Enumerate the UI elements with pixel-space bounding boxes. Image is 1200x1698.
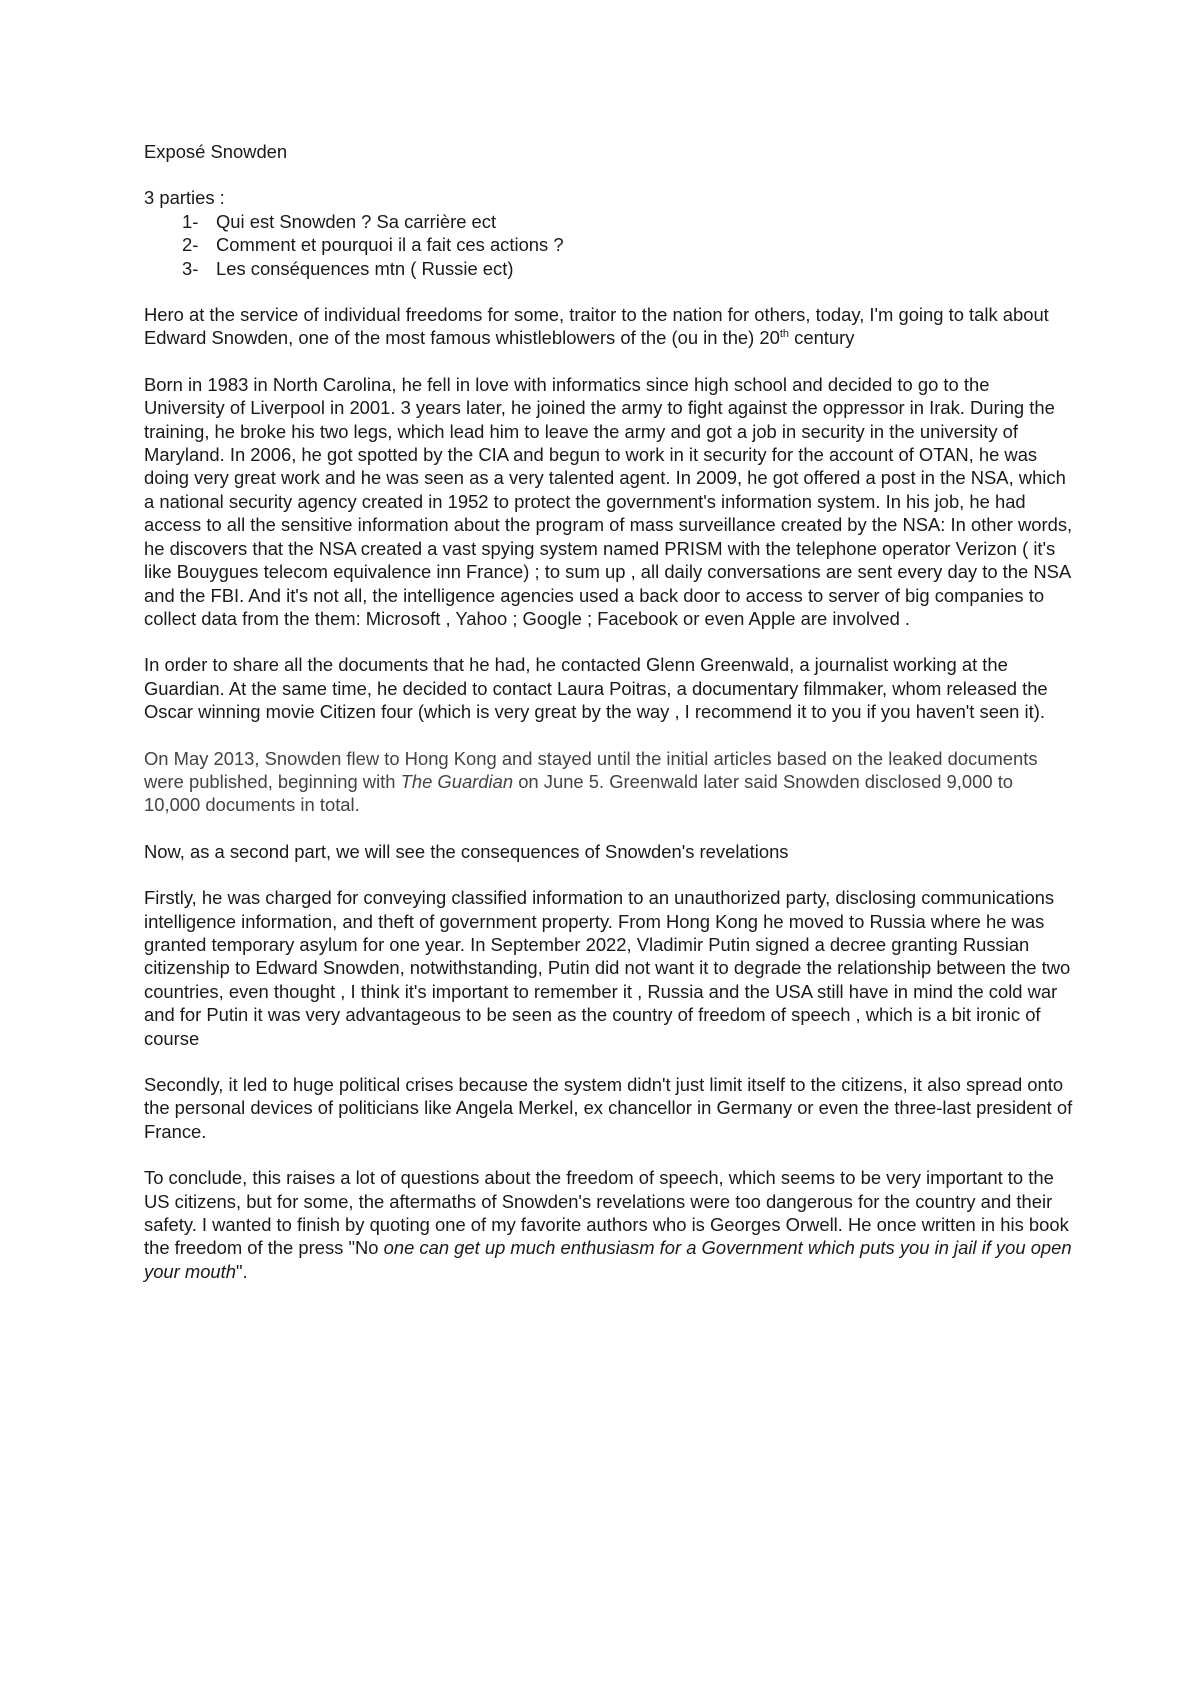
list-item-number: 3- [182,257,199,279]
document-page [144,140,1074,1306]
list-item-number: 2- [182,234,199,256]
conclusion-text-end: ". [236,1260,248,1282]
intro-text-end: century [789,327,855,349]
conclusion-paragraph [144,1166,1074,1283]
document-title: Exposé Snowden [144,141,288,162]
intro-paragraph [144,303,1074,350]
may-2013-text-end: on June 5. Greenwald later said Snowden disclosed 9,000 to 10,000 documents in total. [144,770,1014,816]
orwell-quote: one can get up much enthusiasm for a Government which puts you in jail if you open your mouth [144,1237,1072,1282]
secondly-paragraph: Secondly, it led to huge political crises because the system didn't just limit itself to the citizens, it also spread onto the personal devices of politicians like Angela Merkel, ex chancellor in Germany or even the three-last president of France. [144,1074,1073,1142]
ordinal-superscript: th [779,328,790,341]
list-item [144,257,1074,280]
list-item-text: Les conséquences mtn ( Russie ect) [216,257,514,279]
list-item [144,210,1074,233]
list-item-number: 1- [182,210,199,232]
list-item-text: Qui est Snowden ? Sa carrière ect [216,210,497,232]
list-item [144,233,1074,256]
intro-text: Hero at the service of individual freedoms for some, traitor to the nation for others, today, I'm going to talk about Edward Snowden, one of the most famous whistleblowers of the (ou in the) 20 [144,304,1049,349]
share-paragraph: In order to share all the documents that he had, he contacted Glenn Greenwald, a journalist working at the Guardian. At the same time, he decided to contact Laura Poitras, a documentary filmmaker, whom released the Oscar winning movie Citizen four (which is very great by the way , I recommend it to you if you haven't seen it). [144,654,1048,723]
conclusion-text: To conclude, this raises a lot of questions about the freedom of speech, which seems to be very important to the US citizens, but for some, the aftermaths of Snowden's revelations were too dangerous for the country and their safety. I wanted to finish by quoting one of my favorite authors who is Georges Orwell. He once written in his book the freedom of the press "No [144,1167,1069,1259]
second-part-paragraph: Now, as a second part, we will see the consequences of Snowden's revelations [144,840,789,862]
may-2013-paragraph [144,747,1074,817]
parts-list [144,210,1074,280]
firstly-paragraph: Firstly, he was charged for conveying classified information to an unauthorized party, disclosing communications intelligence information, and theft of government property. From Hong Kong he moved to Russia where he was granted temporary asylum for one year. In September 2022, Vladimir Putin signed a decree granting Russian citizenship to Edward Snowden, notwithstanding, Putin did not want it to degrade the relationship between the two countries, even thought , I think it's important to remember it , Russia and the USA still have in mind the cold war and for Putin it was very advantageous to be seen as the country of freedom of speech , which is a bit ironic of course [144,887,1071,1049]
newspaper-title: The Guardian [400,770,514,792]
may-2013-text: On May 2013, Snowden flew to Hong Kong and stayed until the initial articles based on the leaked documents were published, beginning with [144,747,1038,792]
biography-paragraph: Born in 1983 in North Carolina, he fell in love with informatics since high school and decided to go to the University of Liverpool in 2001. 3 years later, he joined the army to fight against the oppressor in Irak. During the training, he broke his two legs, which lead him to leave the army and got a job in security in the university of Maryland. In 2006, he got spotted by the CIA and begun to work in it security for the account of OTAN, he was doing very great work and he was seen as a very talented agent. In 2009, he got offered a post in the NSA, which a national security agency created in 1952 to protect the government's information system. In his job, he had access to all the sensitive information about the program of mass surveillance created by the NSA: In other words, he discovers that the NSA created a vast spying system named PRISM with the telephone operator Verizon ( it's like Bouygues telecom equivalence inn France) ; to sum up , all daily conversations are sent every day to the NSA and the FBI. And it's not all, the intelligence agencies used a back door to access to server of big companies to collect data from the them: Microsoft , Yahoo ; Google ; Facebook or even Apple are involved . [144,373,1073,629]
list-item-text: Comment et pourquoi il a fait ces actions ? [216,234,564,256]
parties-label: 3 parties : [144,187,225,209]
